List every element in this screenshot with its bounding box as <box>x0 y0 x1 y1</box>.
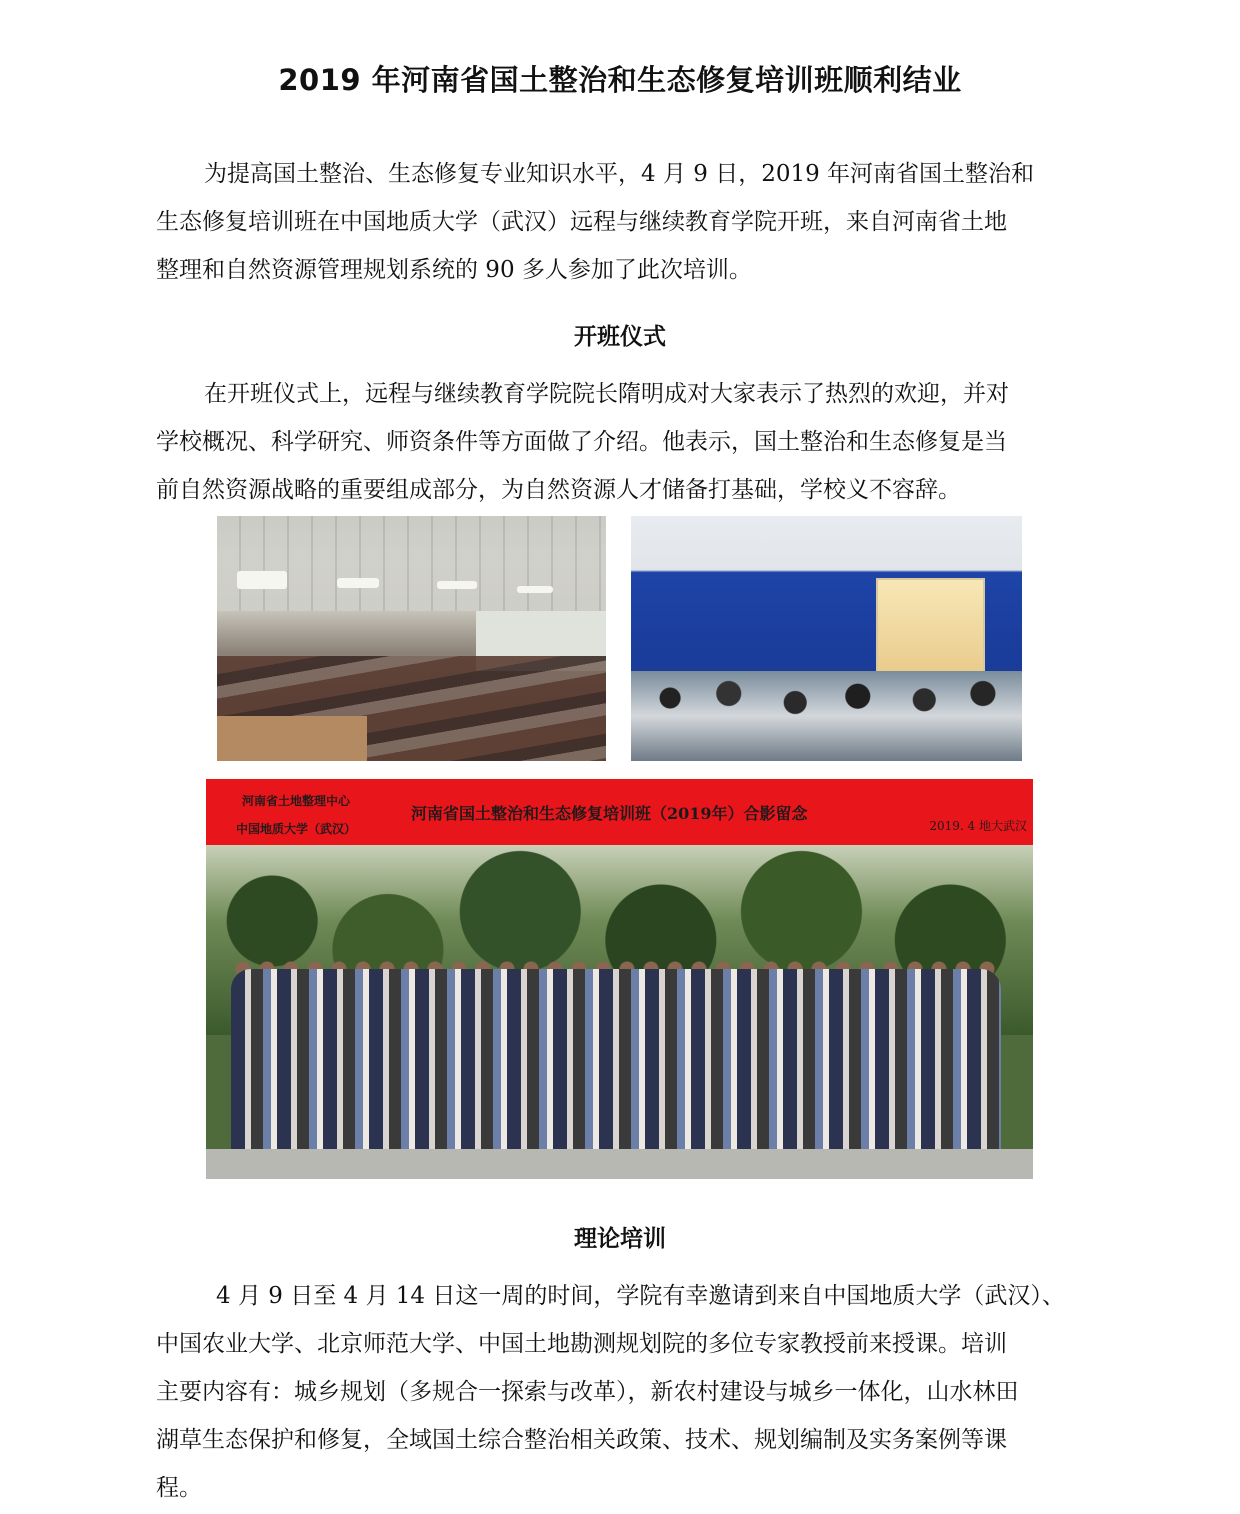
page-title: 2019 年河南省国土整治和生态修复培训班顺利结业 <box>278 63 962 97</box>
audience <box>631 671 1022 761</box>
banner-date: 2019. 4 地大武汉 <box>929 819 1027 833</box>
training-line: 4 月 9 日至 4 月 14 日这一周的时间，学院有幸邀请到来自中国地质大学（武汉）、 <box>216 1283 1065 1309</box>
intro-paragraph <box>156 150 1086 294</box>
ceiling-light <box>517 586 553 593</box>
training-line: 程。 <box>156 1475 202 1501</box>
intro-line: 为提高国土整治、生态修复专业知识水平，4 月 9 日，2019 年河南省国土整治和 <box>204 161 1035 187</box>
group-people <box>231 969 1001 1159</box>
group-photo-banner <box>206 779 1033 845</box>
projection-screen <box>876 578 985 684</box>
ceiling-light <box>437 581 477 589</box>
training-line: 湖草生态保护和修复，全域国土综合整治相关政策、技术、规划编制及实务案例等课 <box>156 1427 1007 1453</box>
opening-paragraph <box>156 370 1086 514</box>
opening-line: 前自然资源战略的重要组成部分，为自然资源人才储备打基础，学校义不容辞。 <box>156 477 961 503</box>
training-line: 中国农业大学、北京师范大学、中国土地勘测规划院的多位专家教授前来授课。培训 <box>156 1331 1007 1357</box>
classroom-photo <box>217 516 606 761</box>
banner-organizer-2: 中国地质大学（武汉） <box>236 822 357 836</box>
training-paragraph <box>156 1272 1086 1512</box>
opening-line: 在开班仪式上，远程与继续教育学院院长隋明成对大家表示了热烈的欢迎，并对 <box>204 381 1009 407</box>
banner-organizer-1: 河南省土地整理中心 <box>242 794 351 808</box>
ceiling <box>217 516 606 611</box>
opening-line: 学校概况、科学研究、师资条件等方面做了介绍。他表示，国土整治和生态修复是当 <box>156 429 1007 455</box>
ceiling-light <box>237 571 287 589</box>
ground-steps <box>206 1149 1033 1179</box>
training-line: 主要内容有：城乡规划（多规合一探索与改革），新农村建设与城乡一体化，山水林田 <box>156 1379 1019 1405</box>
intro-line: 整理和自然资源管理规划系统的 90 多人参加了此次培训。 <box>156 257 752 283</box>
group-photo <box>206 779 1033 1179</box>
podium-photo <box>631 516 1022 761</box>
ceiling-light <box>337 578 379 588</box>
classroom-floor <box>217 716 367 761</box>
intro-line: 生态修复培训班在中国地质大学（武汉）远程与继续教育学院开班，来自河南省土地 <box>156 209 1007 235</box>
section-heading-opening: 开班仪式 <box>574 324 666 350</box>
banner-title: 河南省国土整治和生态修复培训班（2019年）合影留念 <box>411 804 808 823</box>
section-heading-training: 理论培训 <box>574 1226 666 1252</box>
